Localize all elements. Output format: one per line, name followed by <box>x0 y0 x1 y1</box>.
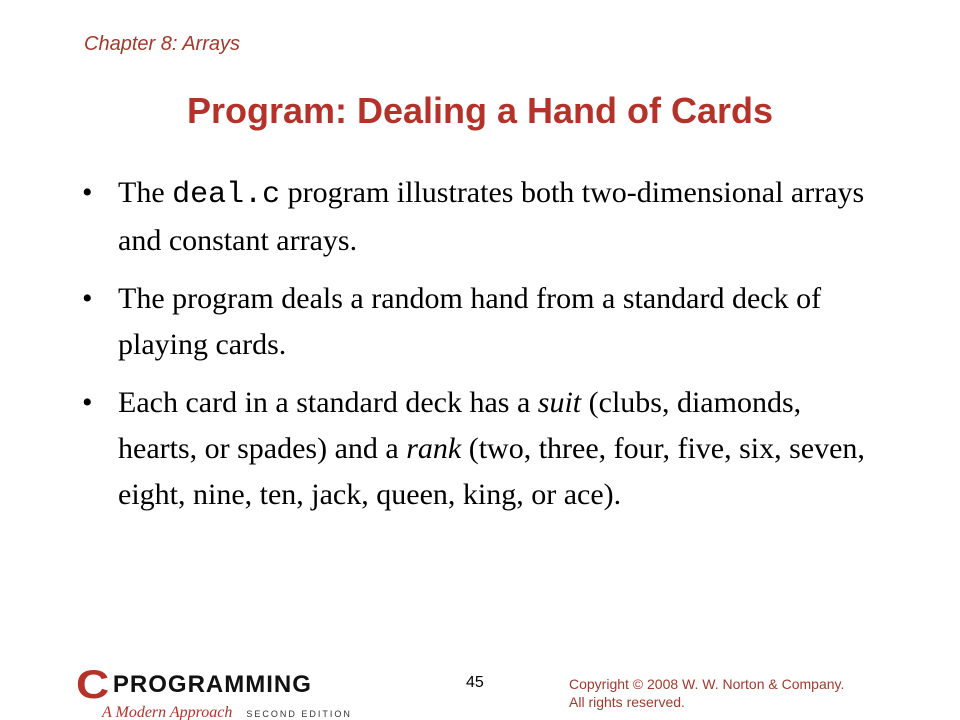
logo-subline <box>76 704 352 720</box>
bullet-text: The program deals a random hand from a standard deck of playing cards. <box>118 282 822 361</box>
chapter-label: Chapter 8: Arrays <box>84 33 240 55</box>
bullet-text: Each card in a standard deck has a <box>118 386 538 419</box>
bullet-text: program illustrates both two-dimensional arrays and constant arrays. <box>118 176 865 257</box>
bullet-text: The <box>118 176 173 209</box>
bullet-icon: • <box>82 386 93 419</box>
bullet-list <box>82 170 882 530</box>
page-number: 45 <box>466 674 484 691</box>
bullet-item <box>82 170 882 264</box>
bullet-icon: • <box>82 176 93 209</box>
logo-main <box>76 663 352 707</box>
emphasis-rank: rank <box>406 432 462 465</box>
copyright-line: All rights reserved. <box>569 694 685 710</box>
book-logo <box>76 663 352 720</box>
code-filename: deal.c <box>172 178 281 212</box>
bullet-text: (two, three, four, five, six, seven, eight, nine, ten, jack, queen, king, or ace). <box>118 432 865 511</box>
bullet-icon: • <box>82 282 93 315</box>
logo-tagline: A Modern Approach <box>102 704 233 720</box>
emphasis-suit: suit <box>537 386 582 419</box>
logo-wordmark: PROGRAMMING <box>112 671 312 698</box>
logo-c-letter: C <box>76 663 110 707</box>
bullet-text: (clubs, diamonds, hearts, or spades) and a <box>118 386 802 465</box>
copyright-notice <box>569 675 909 711</box>
bullet-item <box>82 276 882 368</box>
slide-title: Program: Dealing a Hand of Cards <box>186 90 774 131</box>
logo-edition: SECOND EDITION <box>246 709 352 719</box>
copyright-line: Copyright © 2008 W. W. Norton & Company. <box>569 676 845 692</box>
bullet-item <box>82 380 882 518</box>
